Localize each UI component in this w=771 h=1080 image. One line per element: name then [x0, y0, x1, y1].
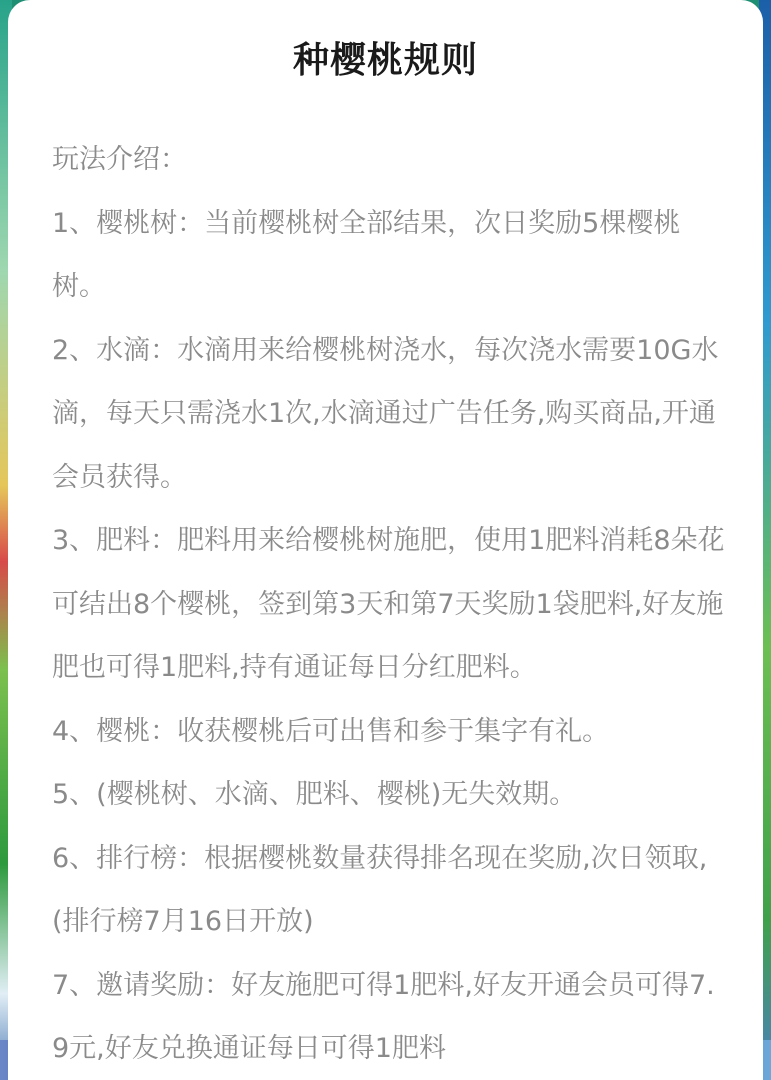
rule-item-4: 4、樱桃：收获樱桃后可出售和参于集字有礼。 [52, 715, 610, 747]
dialog-title: 种樱桃规则 [292, 40, 478, 81]
rule-item-6: 6、排行榜：根据樱桃数量获得排名现在奖励,次日领取,(排行榜7月16日开放) [52, 842, 708, 937]
rules-dialog [8, 0, 763, 1080]
rule-item-2: 2、水滴：水滴用来给樱桃树浇水，每次浇水需要10G水滴，每天只需浇水1次,水滴通过广告任务,购买商品,开通会员获得。 [52, 334, 719, 493]
rule-item-1: 1、樱桃树：当前樱桃树全部结果，次日奖励5棵樱桃树。 [52, 207, 681, 302]
rules-content[interactable] [8, 0, 763, 1080]
rule-item-7: 7、邀请奖励：好友施肥可得1肥料,好友开通会员可得7.9元,好友兑换通证每日可得1肥料 [52, 969, 715, 1064]
rule-item-3: 3、肥料：肥料用来给樱桃树施肥，使用1肥料消耗8朵花可结出8个樱桃，签到第3天和第7天奖励1袋肥料,好友施肥也可得1肥料,持有通证每日分红肥料。 [52, 525, 725, 683]
intro-heading: 玩法介绍： [52, 144, 187, 175]
rule-item-5: 5、(樱桃树、水滴、肥料、樱桃)无失效期。 [52, 779, 577, 810]
